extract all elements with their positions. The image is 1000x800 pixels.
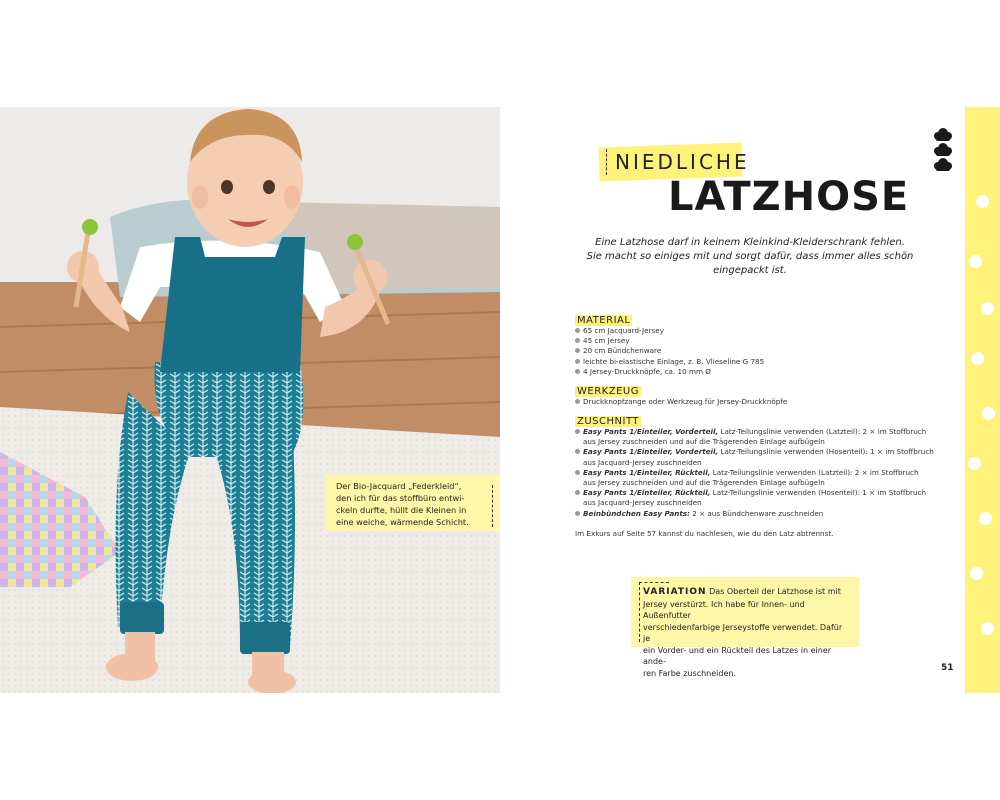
baby-photo [0,107,500,693]
cloud-icon [934,128,952,141]
decor-dot [976,195,989,208]
variation-box [631,577,859,678]
list-item: 4 Jersey-Druckknöpfe, ca. 10 mm Ø [575,367,935,377]
photo-caption-box [326,475,500,531]
bullet-icon [575,511,580,516]
decor-dot [981,622,994,635]
decor-dot [970,567,983,580]
decor-dot [969,255,982,268]
list-item: 45 cm Jersey [575,336,935,346]
bullet-icon [575,399,580,404]
cloud-icon [934,143,952,156]
dashed-corner [639,582,669,583]
bullet-icon [575,338,580,343]
bullet-icon [575,470,580,475]
bullet-icon [575,449,580,454]
zuschnitt-list [575,427,935,519]
list-item: Easy Pants 1/Einteiler, Rückteil, Latz-Teilungslinie verwenden (Latzteil): 2 × im Stoffbruch aus Jersey zuschneiden und auf die Trägerenden Einlage aufbügeln [575,468,935,488]
baby-illustration [0,107,500,693]
bullet-icon [575,490,580,495]
list-item: 65 cm Jacquard-Jersey [575,326,935,336]
variation-line: ren Farbe zuschneiden. [643,668,736,678]
list-item: Druckknopfzange oder Werkzeug für Jersey-Druckknöpfe [575,397,935,407]
list-item: Easy Pants 1/Einteiler, Vorderteil, Latz-Teilungslinie verwenden (Hosenteil): 1 × im Stoffbruch aus Jacquard-Jersey zuschneiden [575,447,935,467]
werkzeug-list [575,397,935,407]
zuschnitt-heading: ZUSCHNITT [577,416,639,427]
variation-line: Jersey verstürzt. Ich habe für Innen- und Außenfutter [643,599,805,620]
caption-line: eine weiche, wärmende Schicht. [336,517,469,527]
werkzeug-heading: WERKZEUG [577,386,639,397]
intro-text [580,236,920,278]
cloud-icon [934,158,952,171]
bullet-icon [575,369,580,374]
material-heading: MATERIAL [577,315,631,326]
decor-dot [968,457,981,470]
list-item: 20 cm Bündchenware [575,346,935,356]
bullet-icon [575,348,580,353]
decor-dot [971,352,984,365]
variation-line: VARIATION Das Oberteil der Latzhose ist mit [643,587,841,597]
dashed-corner [639,582,640,642]
page-number: 51 [941,663,954,673]
decor-dot [979,512,992,525]
list-item: leichte bi-elastische Einlage, z. B. Vlieseline G 785 [575,357,935,367]
list-item: Easy Pants 1/Einteiler, Vorderteil, Latz-Teilungslinie verwenden (Latzteil): 2 × im Stoffbruch aus Jersey zuschneiden und auf die Trägerenden Einlage aufbügeln [575,427,935,447]
bullet-icon [575,359,580,364]
decor-dot [982,407,995,420]
caption-line: ckeln durfte, hüllt die Kleinen in [336,505,467,515]
dashed-divider [492,485,493,527]
exkurs-note: Im Exkurs auf Seite 57 kannst du nachlesen, wie du den Latz abtrennst. [575,529,834,538]
bullet-icon [575,328,580,333]
intro-line: Eine Latzhose darf in keinem Kleinkind-Kleiderschrank fehlen. [595,237,905,248]
bullet-icon [575,429,580,434]
decor-dot [981,302,994,315]
caption-line: den ich für das stoffbüro entwi- [336,493,465,503]
list-item: Beinbündchen Easy Pants: 2 × aus Bündchenware zuschneiden [575,509,935,519]
variation-heading: VARIATION [643,587,707,597]
variation-line: verschiedenfarbige Jerseystoffe verwendet. Dafür je [643,622,843,643]
material-list [575,326,935,377]
cloud-icons [932,128,954,174]
list-item: Easy Pants 1/Einteiler, Rückteil, Latz-Teilungslinie verwenden (Hosenteil): 1 × im Stoffbruch aus Jacquard-Jersey zuschneiden [575,488,935,508]
yellow-side-stripe [965,107,1000,693]
variation-line: ein Vorder- und ein Rückteil des Latzes in einer ande- [643,645,832,666]
title-small: NIEDLICHE [606,149,751,175]
page-title: LATZHOSE [668,174,910,220]
intro-line: eingepackt ist. [713,265,787,276]
intro-line: Sie macht so einiges mit und sorgt dafür, dass immer alles schön [586,251,914,262]
caption-line: Der Bio-Jacquard „Federkleid“, [336,481,462,491]
